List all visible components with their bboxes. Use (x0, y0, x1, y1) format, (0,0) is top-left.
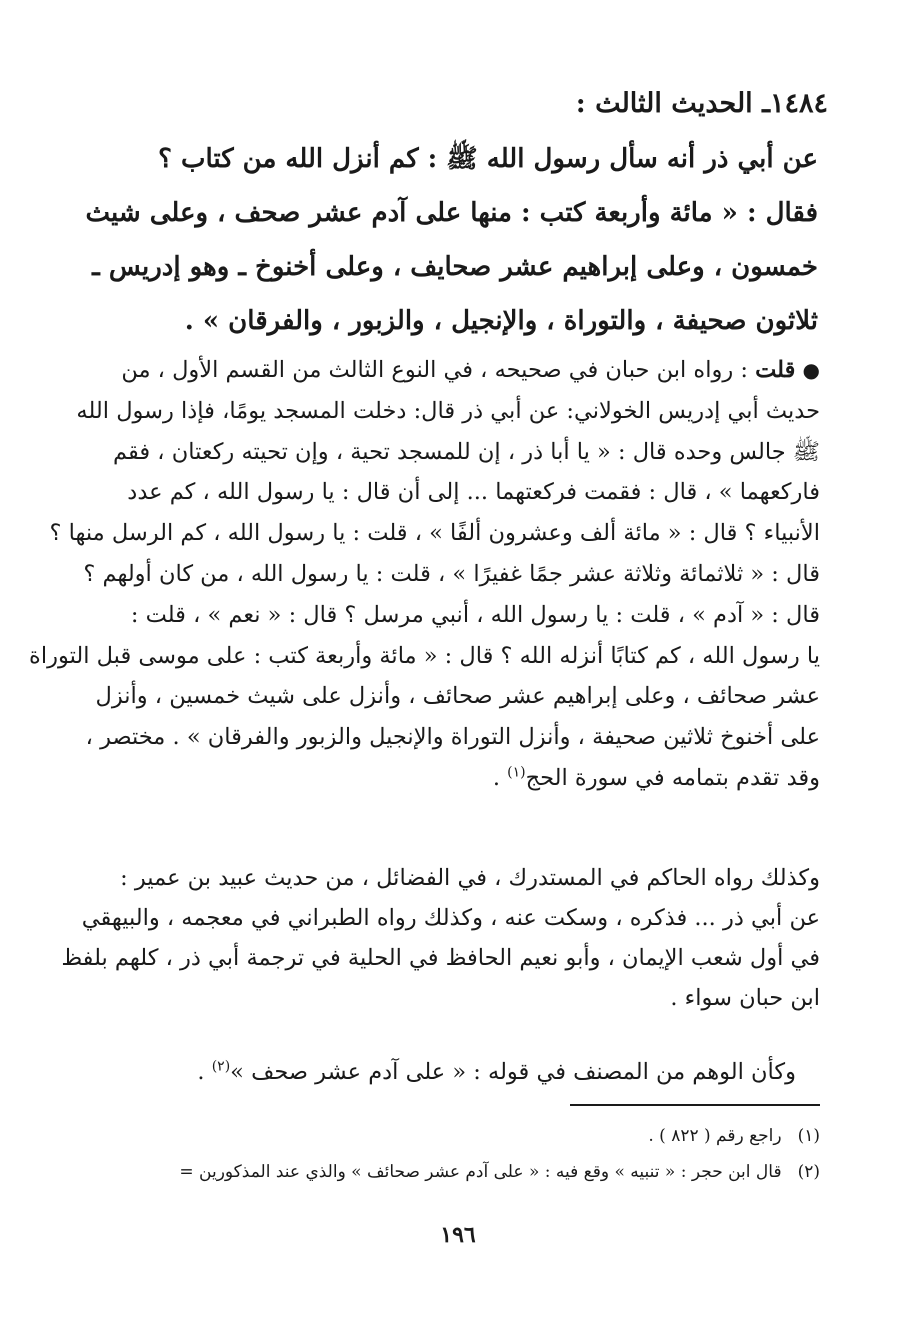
second-paragraph (61, 858, 820, 1018)
commentary-text: . (492, 764, 508, 791)
hadith-line: ثلاثون صحيفة ، والتوراة ، والإنجيل ، والزبور ، والفرقان » . (184, 306, 818, 336)
footnote (80, 1118, 820, 1154)
footnote-number: (٢) (797, 1162, 820, 1182)
footnote-text: قال ابن حجر : « تنبيه » وقع فيه : « على آدم عشر صحائف » والذي عند المذكورين = (179, 1162, 782, 1182)
hadith-heading: ١٤٨٤ـ الحديث الثالث : (575, 88, 828, 119)
page-number: ١٩٦ (440, 1222, 476, 1248)
commentary-line: حديث أبي إدريس الخولاني: عن أبي ذر قال: دخلت المسجد يومًا، فإذا رسول الله (76, 397, 820, 424)
footnotes (80, 1118, 820, 1190)
paragraph-line (96, 1052, 796, 1092)
commentary-line: على أخنوخ ثلاثين صحيفة ، وأنزل التوراة والإنجيل والزبور والفرقان » . مختصر ، (85, 724, 820, 751)
commentary-line: يا رسول الله ، كم كتابًا أنزله الله ؟ قال : « مائة وأربعة كتب : على موسى قبل التوراة (29, 642, 820, 669)
commentary-line (100, 758, 820, 799)
footnote-number: (١) (797, 1126, 820, 1146)
bullet-icon: ● (802, 358, 820, 382)
footnote-ref: (١) (507, 764, 526, 781)
paragraph-line: وكذلك رواه الحاكم في المستدرك ، في الفضائل ، من حديث عبيد بن عمير : (120, 865, 820, 891)
qult-label: قلت (755, 357, 796, 383)
commentary-line (100, 350, 820, 391)
third-paragraph (96, 1052, 796, 1092)
paragraph-line: في أول شعب الإيمان ، وأبو نعيم الحافظ في الحلية في ترجمة أبي ذر ، كلهم بلفظ (61, 945, 820, 971)
commentary-text: وقد تقدم بتمامه في سورة الحج (525, 764, 820, 791)
hadith-text (85, 132, 818, 348)
commentary-text: : رواه ابن حبان في صحيحه ، في النوع الثالث من القسم الأول ، من (121, 357, 748, 383)
footnote-divider (570, 1104, 820, 1106)
paragraph-text: . (197, 1059, 212, 1085)
footnote-text: راجع رقم ( ٨٢٢ ) . (648, 1126, 782, 1146)
paragraph-text: وكأن الوهم من المصنف في قوله : « على آدم عشر صحف » (230, 1059, 796, 1085)
paragraph-line: ابن حبان سواء . (670, 985, 820, 1011)
hadith-line: خمسون ، وعلى إبراهيم عشر صحايف ، وعلى أخنوخ ـ وهو إدريس ـ (92, 252, 818, 282)
hadith-line: فقال : « مائة وأربعة كتب : منها على آدم عشر صحف ، وعلى شيث (85, 198, 818, 228)
commentary-line: عشر صحائف ، وعلى إبراهيم عشر صحائف ، وأنزل على شيث خمسين ، وأنزل (95, 683, 820, 710)
hadith-line: عن أبي ذر أنه سأل رسول الله ﷺ : كم أنزل الله من كتاب ؟ (158, 144, 818, 174)
commentary-line: قال : « آدم » ، قلت : يا رسول الله ، أنبي مرسل ؟ قال : « نعم » ، قلت : (130, 601, 820, 628)
commentary-line: قال : « ثلاثمائة وثلاثة عشر جمًا غفيرًا » ، قلت : يا رسول الله ، من كان أولهم ؟ (83, 560, 820, 587)
commentary-line: الأنبياء ؟ قال : « مائة ألف وعشرون ألفًا » ، قلت : يا رسول الله ، كم الرسل منها ؟ (49, 520, 820, 547)
paragraph-line: عن أبي ذر ... فذكره ، وسكت عنه ، وكذلك رواه الطبراني في معجمه ، والبيهقي (81, 905, 820, 931)
commentary-paragraph (29, 350, 820, 799)
footnote (80, 1154, 820, 1190)
commentary-line: ﷺ جالس وحده قال : « يا أبا ذر ، إن للمسجد تحية ، وإن تحيته ركعتان ، فقم (113, 438, 820, 465)
commentary-line: فاركعهما » ، قال : فقمت فركعتهما ... إلى أن قال : يا رسول الله ، كم عدد (127, 479, 820, 506)
footnote-ref: (٢) (211, 1058, 231, 1075)
